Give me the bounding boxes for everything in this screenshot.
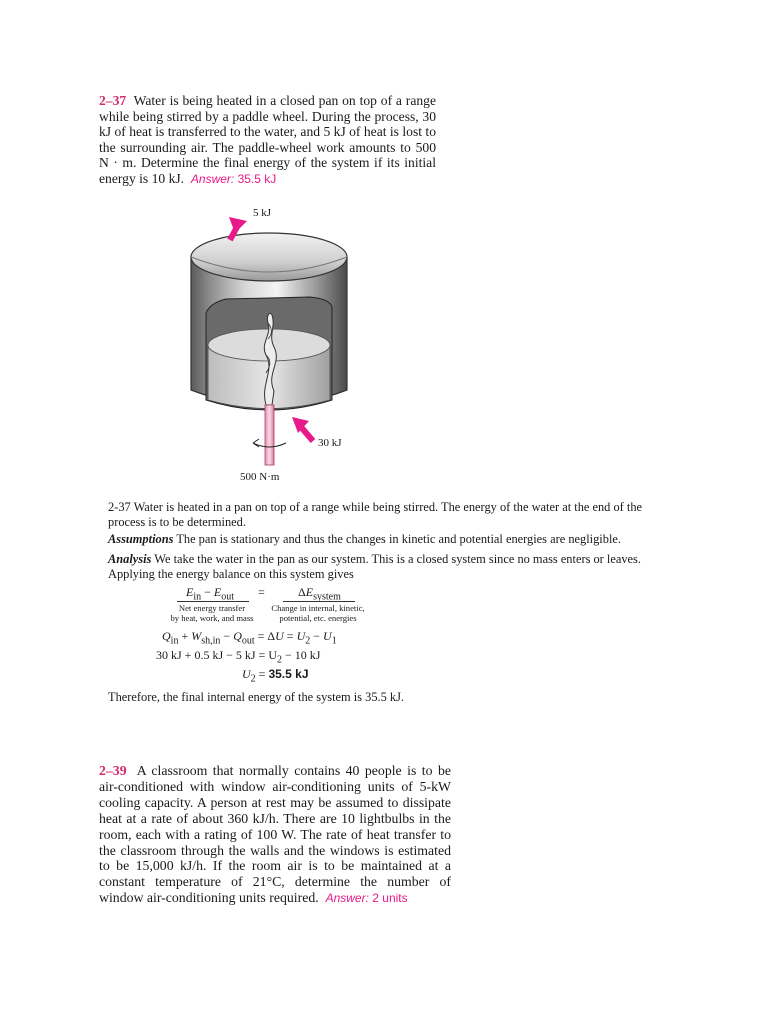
problem-2-39 xyxy=(99,763,451,907)
problem-text: A classroom that normally contains 40 people is to be air-conditioned with window air-conditioning units of 5-kW cooling capacity. A person at rest may be assumed to dissipate heat at a rate of about 360 kJ/h. There are 10 lightbulbs in the room, each with a rating of 100 W. The rate of heat transfer to the classroom through the walls and the windows is estimated to be 15,000 kJ/h. If the room air is to be maintained at a constant temperature of 21°C, determine the number of window air-conditioning units required. xyxy=(99,763,451,906)
analysis-text: We take the water in the pan as our system. This is a closed system since no mass enters or leaves. Applying the energy balance on this system gives xyxy=(108,552,641,581)
eq-note-right xyxy=(268,604,368,623)
eq-note-left xyxy=(166,604,258,623)
problem-number: 2–37 xyxy=(99,93,127,108)
answer xyxy=(191,172,276,186)
eq-note-left-line1: Net energy transfer xyxy=(178,603,246,613)
eq-equals: = xyxy=(258,585,265,599)
eq-note-right-line1: Change in internal, kinetic, xyxy=(271,603,365,613)
eq-note-right-line2: potential, etc. energies xyxy=(279,612,357,623)
heat-in-label: 30 kJ xyxy=(318,437,342,449)
answer xyxy=(326,891,408,905)
analysis-label: Analysis xyxy=(108,552,152,566)
answer-value: 35.5 kJ xyxy=(237,171,277,186)
work-label: 500 N·m xyxy=(240,471,280,483)
assumptions xyxy=(108,532,668,547)
eq-line-2: $Q_{in} + W_{sh,in} - Q_{out} = \Delta U = U_2 - U_1$ xyxy=(162,629,337,647)
assumptions-text: The pan is stationary and thus the changes in kinetic and potential energies are negligible. xyxy=(176,532,621,546)
eq-line-3-text: 30 kJ + 0.5 kJ − 5 kJ = U xyxy=(156,648,277,662)
delta-e-system: $\Delta E_{system}$ xyxy=(298,585,341,603)
assumptions-label: Assumptions xyxy=(108,532,174,546)
analysis xyxy=(108,552,668,582)
answer-label: Answer: xyxy=(190,171,235,186)
solution-intro-text: Water is heated in a pan on top of a range while being stirred. The energy of the water at the end of the process is to be determined. xyxy=(108,500,643,529)
energy-balance-eq: $E_{in} - E_{out}$ xyxy=(186,585,235,603)
eq-result: $U_2 = 35.5$ kJ xyxy=(242,667,309,685)
solution-number: 2-37 xyxy=(108,500,131,514)
eq-result-value: 35.5 kJ xyxy=(268,667,309,681)
eq-note-left-line2: by heat, work, and mass xyxy=(170,612,254,623)
answer-value: 2 units xyxy=(372,891,408,906)
problem-number: 2–39 xyxy=(99,763,127,778)
answer-label: Answer: xyxy=(325,891,369,906)
eq-line-3-tail: − 10 kJ xyxy=(281,648,321,662)
conclusion: Therefore, the final internal energy of the system is 35.5 kJ. xyxy=(108,690,405,704)
eq-line-3: 30 kJ + 0.5 kJ − 5 kJ = $U_2 - 10$ kJ xyxy=(156,648,321,666)
heat-in-arrow xyxy=(292,417,313,441)
heat-out-label: 5 kJ xyxy=(253,207,272,219)
problem-text: Water is being heated in a closed pan on top of a range while being stirred by a paddle wheel. During the process, 30 kJ of heat is transferred to the water, and 5 kJ of heat is lost to the surrounding air. The paddle-wheel work amounts to 500 N · m. Determine the final energy of the system if its initial energy is 10 kJ. xyxy=(99,93,436,186)
solution-intro xyxy=(108,500,668,530)
problem-2-37 xyxy=(99,93,436,188)
